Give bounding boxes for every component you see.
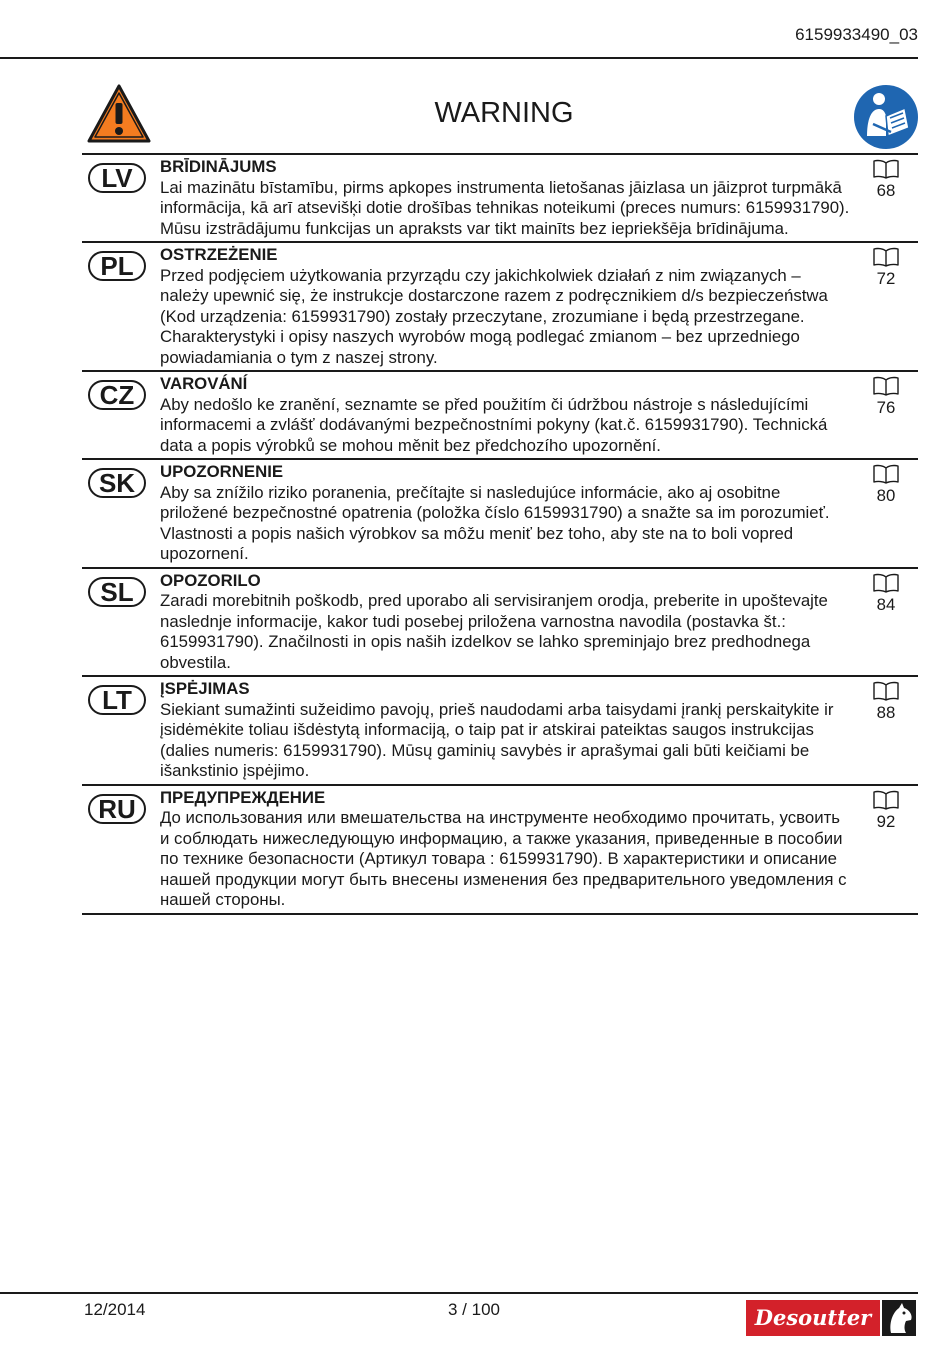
section-row-lv xyxy=(82,155,918,243)
book-icon xyxy=(873,247,899,267)
page-number: 80 xyxy=(876,486,896,505)
warning-table xyxy=(82,153,918,915)
book-icon xyxy=(873,573,899,593)
language-badge: RU xyxy=(88,794,146,824)
page-reference[interactable] xyxy=(870,681,902,723)
section-text: Aby sa znížilo riziko poranenia, prečítajte si nasledujúce informácie, ako aj osobitne priložené bezpečnostné opatrenia (položka číslo 6159931790) a snažte sa im porozumieť. Vlastnosti a popis našich výrobkov sa môžu meniť bez toho, aby ste na to boli vopred upozornení. xyxy=(160,482,830,563)
section-row-lt xyxy=(82,677,918,786)
page-number: 88 xyxy=(876,703,896,722)
language-badge: SL xyxy=(88,577,146,607)
header-divider xyxy=(0,57,918,59)
brand-name: Desoutter xyxy=(754,1305,872,1330)
section-row-sk xyxy=(82,460,918,569)
section-text: Zaradi morebitnih poškodb, pred uporabo ali servisiranjem orodja, preberite in upoštevajte naslednje informacije, kakor tudi posebej priložena varnostna navodila (postavka št.: 6159931790). Značilnosti in opis naših izdelkov se lahko spreminjajo brez predhodnega obvestila. xyxy=(160,591,828,672)
section-heading: ĮSPĖJIMAS xyxy=(160,679,250,698)
page-reference[interactable] xyxy=(870,376,902,418)
brand-logo xyxy=(746,1300,916,1336)
section-heading: OSTRZEŻENIE xyxy=(160,245,278,264)
page-number: 84 xyxy=(876,594,896,614)
section-text: До использования или вмешательства на инструменте необходимо прочитать, усвоить и соблюдать нижеследующую информацию, а также указания, приведенные в пособии по технике безопасности (Артикул товара : 6159931790). В характеристики и описание нашей продукции могут быть внесены изменения без предварительного уведомления с нашей стороны. xyxy=(160,808,847,909)
document-number: 6159933490_03 xyxy=(795,25,918,44)
section-heading: OPOZORILO xyxy=(160,570,261,590)
page-reference[interactable] xyxy=(870,573,902,615)
section-content xyxy=(160,786,850,913)
page-number: 92 xyxy=(876,811,896,831)
page-reference[interactable] xyxy=(870,247,902,289)
language-badge: CZ xyxy=(88,380,146,410)
footer-date: 12/2014 xyxy=(84,1300,146,1319)
language-badge: LT xyxy=(88,685,146,715)
book-icon xyxy=(873,159,899,179)
section-heading: VAROVÁNÍ xyxy=(160,374,248,393)
section-text: Lai mazinātu bīstamību, pirms apkopes instrumenta lietošanas jāizlasa un jāizprot turpmākā informācija, kā arī atsevišķi dotie drošības tehnikas noteikumi (preces numurs: 6159931790). Mūsu izstrādājumu funkcijas un apraksts var tikt mainīts bez iepriekšēja brīdinājuma. xyxy=(160,177,850,238)
page-reference[interactable] xyxy=(870,159,902,201)
language-badge: SK xyxy=(88,468,146,498)
section-row-pl xyxy=(82,243,918,372)
section-row-cz xyxy=(82,372,918,460)
page-title: WARNING xyxy=(434,97,574,129)
section-content xyxy=(160,243,850,370)
section-text: Siekiant sumažinti sužeidimo pavojų, prieš naudodami arba taisydami įrankį perskaitykite ir įsidėmėkite toliau išdėstytą informaciją, o taip pat ir atskirai pateiktas saugos instrukcijas (dalies numeris: 6159931790). Mūsų gaminių savybės ir aprašymai gali būti keičiami be išankstinio įspėjimo. xyxy=(160,699,834,780)
language-badge: LV xyxy=(88,163,146,193)
horse-head-icon xyxy=(882,1300,916,1336)
page-number: 72 xyxy=(876,269,896,288)
page-reference[interactable] xyxy=(870,464,902,506)
section-heading: BRĪDINĀJUMS xyxy=(160,157,277,176)
page-reference[interactable] xyxy=(870,790,902,832)
section-content xyxy=(160,155,850,241)
book-icon xyxy=(873,790,899,810)
section-content xyxy=(160,460,850,567)
footer-divider xyxy=(0,1292,918,1294)
book-icon xyxy=(873,376,899,396)
section-text: Przed podjęciem użytkowania przyrządu czy jakichkolwiek działań z nim związanych – należy upewnić się, że instrukcje dostarczone razem z podręcznikiem d/s bezpieczeństwa (Kod urządzenia: 6159931790) zostały przeczytane, zrozumiane i będą przestrzegane. Charakterystyki i opisy naszych wyrobów mogą podlegać zmianom – bez uprzedniego powiadamiania o tym z naszej strony. xyxy=(160,265,828,367)
section-text: Aby nedošlo ke zranění, seznamte se před použitím či údržbou nástroje s následujícími informacemi a zvlášť dodávanými bezpečnostními pokyny (kat.č. 6159931790). Technická data a popis výrobků se mohou měnit bez předchozího upozornění. xyxy=(160,394,828,455)
section-row-sl xyxy=(82,569,918,678)
page-number: 68 xyxy=(876,181,896,200)
language-badge: PL xyxy=(88,251,146,281)
section-heading: UPOZORNENIE xyxy=(160,462,284,481)
section-content xyxy=(160,372,850,458)
page-number: 76 xyxy=(876,398,896,417)
section-content xyxy=(160,569,850,676)
section-heading: ПРЕДУПРЕЖДЕНИЕ xyxy=(160,787,326,807)
read-manual-icon xyxy=(853,84,919,150)
footer-page-number: 3 / 100 xyxy=(448,1300,500,1319)
section-row-ru xyxy=(82,786,918,915)
section-content xyxy=(160,677,850,784)
book-icon xyxy=(873,681,899,701)
book-icon xyxy=(873,464,899,484)
